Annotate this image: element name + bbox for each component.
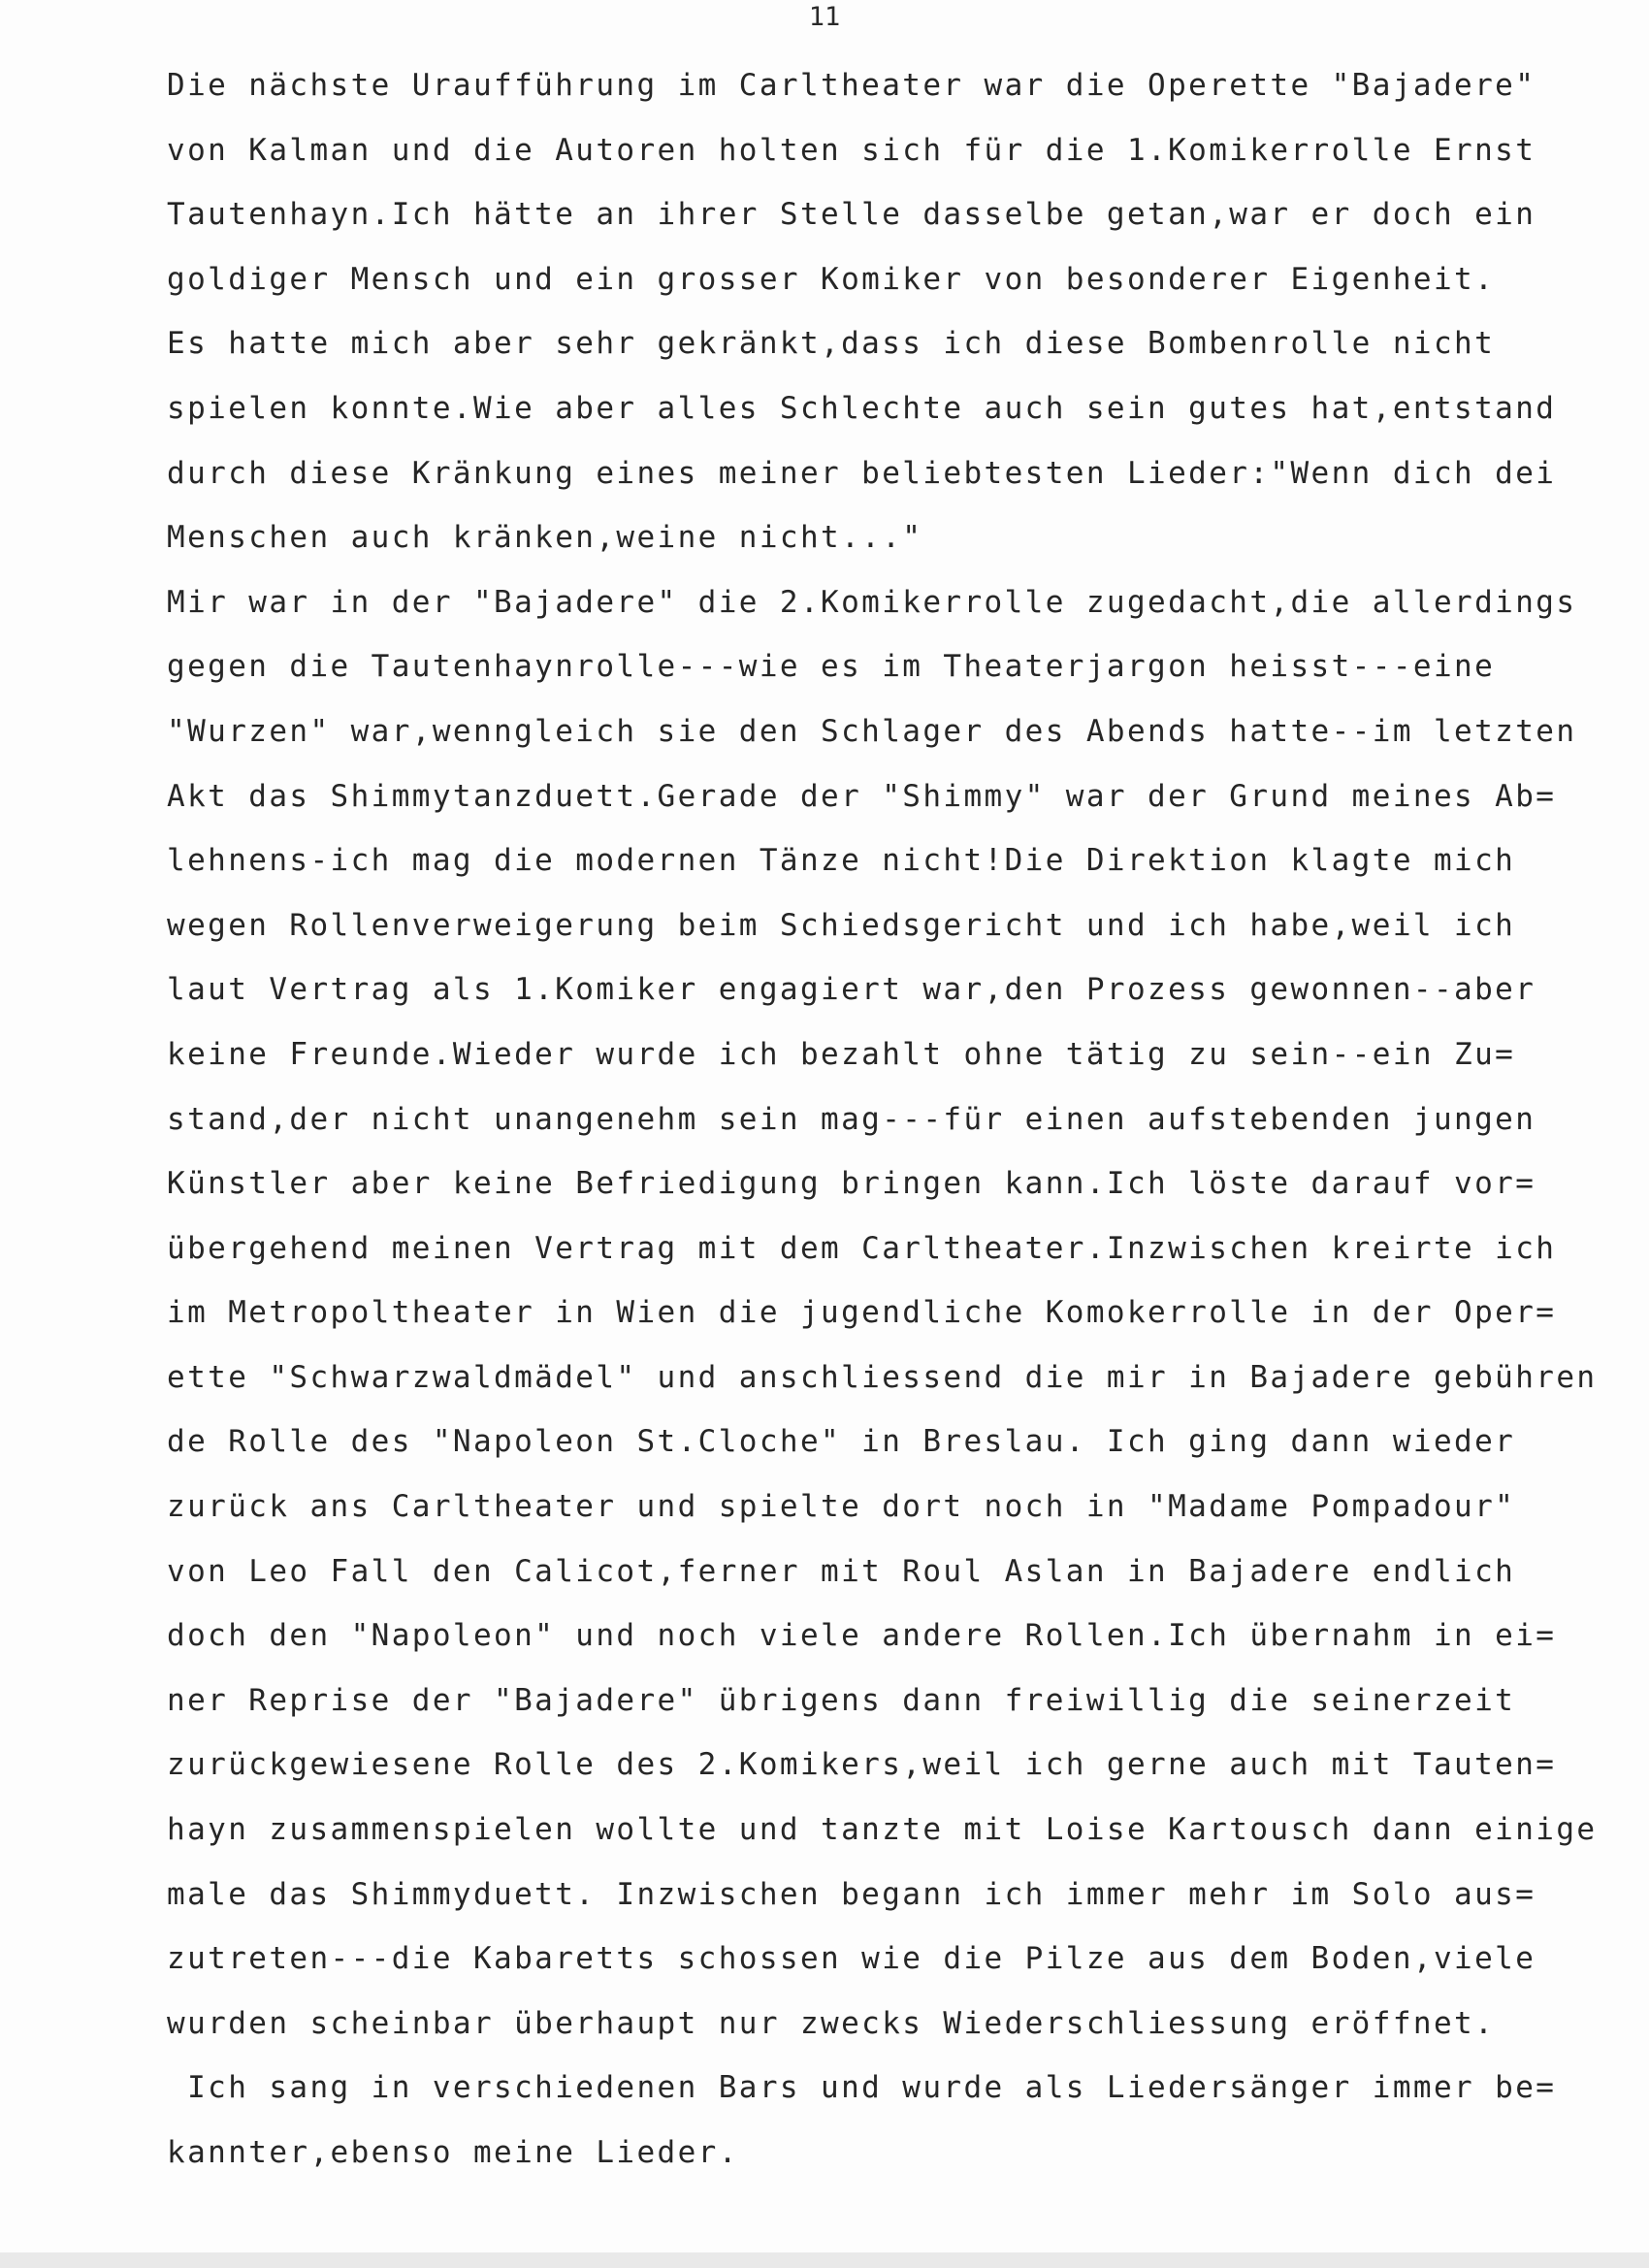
text-line: durch diese Kränkung eines meiner beliebtesten Lieder:"Wenn dich dei — [167, 455, 1557, 491]
text-line: spielen konnte.Wie aber alles Schlechte auch sein gutes hat,entstand — [167, 390, 1557, 426]
text-line: Es hatte mich aber sehr gekränkt,dass ich diese Bombenrolle nicht — [167, 326, 1496, 362]
text-line: Ich sang in verschiedenen Bars und wurde als Liedersänger immer be= — [167, 2070, 1557, 2106]
text-line: wurden scheinbar überhaupt nur zwecks Wiederschliessung eröffnet. — [167, 2005, 1496, 2041]
scan-bottom-edge — [0, 2252, 1649, 2268]
text-line: übergehend meinen Vertrag mit dem Carltheater.Inzwischen kreirte ich — [167, 1230, 1557, 1266]
text-line: Künstler aber keine Befriedigung bringen kann.Ich löste darauf vor= — [167, 1166, 1536, 1202]
text-line: ette "Schwarzwaldmädel" und anschliessend die mir in Bajadere gebühren — [167, 1359, 1598, 1395]
typed-text-body — [167, 66, 1622, 2198]
text-line: goldiger Mensch und ein grosser Komiker von besonderer Eigenheit. — [167, 261, 1496, 297]
text-line: Menschen auch kränken,weine nicht..." — [167, 520, 923, 556]
text-line: Tautenhayn.Ich hätte an ihrer Stelle dasselbe getan,war er doch ein — [167, 197, 1536, 233]
text-line: Mir war in der "Bajadere" die 2.Komikerrolle zugedacht,die allerdings — [167, 584, 1577, 620]
text-line: zurückgewiesene Rolle des 2.Komikers,weil ich gerne auch mit Tauten= — [167, 1747, 1557, 1783]
text-line: doch den "Napoleon" und noch viele andere Rollen.Ich übernahm in ei= — [167, 1618, 1557, 1654]
text-line: laut Vertrag als 1.Komiker engagiert war,den Prozess gewonnen--aber — [167, 972, 1536, 1008]
text-line: male das Shimmyduett. Inzwischen begann ich immer mehr im Solo aus= — [167, 1876, 1536, 1912]
text-line: im Metropoltheater in Wien die jugendliche Komokerrolle in der Oper= — [167, 1295, 1557, 1331]
text-line: zurück ans Carltheater und spielte dort noch in "Madame Pompadour" — [167, 1489, 1516, 1525]
text-line: de Rolle des "Napoleon St.Cloche" in Breslau. Ich ging dann wieder — [167, 1424, 1516, 1460]
text-line: zutreten---die Kabaretts schossen wie die Pilze aus dem Boden,viele — [167, 1941, 1536, 1977]
text-line: ner Reprise der "Bajadere" übrigens dann freiwillig die seinerzeit — [167, 1682, 1516, 1718]
text-line: stand,der nicht unangenehm sein mag---für einen aufstebenden jungen — [167, 1101, 1536, 1137]
text-line: wegen Rollenverweigerung beim Schiedsgericht und ich habe,weil ich — [167, 907, 1516, 943]
text-line: von Kalman und die Autoren holten sich für die 1.Komikerrolle Ernst — [167, 132, 1536, 168]
text-line: Die nächste Uraufführung im Carltheater war die Operette "Bajadere" — [167, 68, 1536, 103]
text-line: "Wurzen" war,wenngleich sie den Schlager des Abends hatte--im letzten — [167, 713, 1577, 749]
text-line: lehnens-ich mag die modernen Tänze nicht!Die Direktion klagte mich — [167, 843, 1516, 879]
text-line: gegen die Tautenhaynrolle---wie es im Theaterjargon heisst---eine — [167, 649, 1496, 685]
text-line: Akt das Shimmytanzduett.Gerade der "Shimmy" war der Grund meines Ab= — [167, 778, 1557, 814]
text-line: keine Freunde.Wieder wurde ich bezahlt ohne tätig zu sein--ein Zu= — [167, 1036, 1516, 1072]
text-line: von Leo Fall den Calicot,ferner mit Roul Aslan in Bajadere endlich — [167, 1553, 1516, 1589]
text-line: hayn zusammenspielen wollte und tanzte mit Loise Kartousch dann einige — [167, 1812, 1598, 1848]
page-number: 11 — [808, 2, 841, 32]
text-line: kannter,ebenso meine Lieder. — [167, 2135, 739, 2170]
